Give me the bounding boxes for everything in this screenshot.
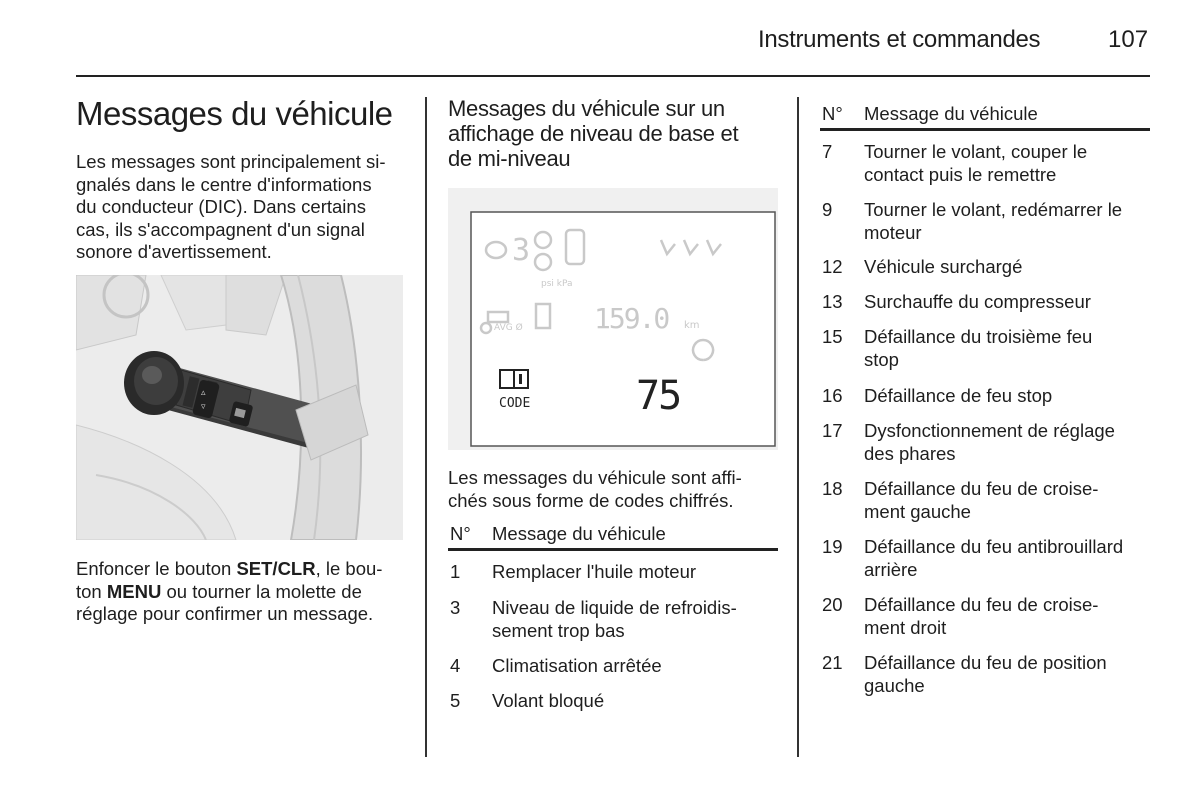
column-1: [76, 95, 406, 264]
page-header: [0, 26, 1200, 56]
dic-display-illustration: [448, 188, 778, 450]
svg-text:▿: ▿: [201, 402, 206, 412]
table-header-rule: [820, 128, 1150, 131]
confirm-line: réglage pour confirmer un message.: [76, 603, 374, 624]
code-label: CODE: [499, 396, 531, 411]
table-header-message: Message du véhicule: [864, 103, 1038, 124]
column-divider-left: [425, 97, 427, 757]
confirm-line: Enfoncer le bouton SET/CLR, le bou-: [76, 558, 383, 579]
column-divider-right: [797, 97, 799, 757]
confirm-paragraph: [76, 558, 406, 626]
table-header-number: N°: [822, 103, 843, 124]
distance-readout: 159.0: [594, 302, 669, 335]
table-header-message: Message du véhicule: [492, 523, 666, 544]
section-title: Instruments et commandes: [758, 26, 1041, 53]
confirm-line: ton MENU ou tourner la molette de: [76, 580, 362, 602]
header-rule: [76, 75, 1150, 77]
pressure-unit: psi kPa: [541, 279, 573, 289]
intro-line: cas, ils s'accompagnent d'un signal: [76, 218, 365, 240]
codes-paragraph: Les messages du véhicule sont affi- chés sous forme de codes chiffrés.: [448, 467, 742, 511]
avg-label: AVG Ø: [494, 323, 523, 333]
table-header-number: N°: [450, 523, 471, 544]
column-2: [448, 96, 778, 171]
steering-stalk-illustration: [76, 275, 403, 540]
menu-label: MENU: [106, 580, 162, 602]
gear-digit: 3: [512, 233, 531, 268]
intro-line: du conducteur (DIC). Dans certains: [76, 196, 366, 217]
section-heading: Messages du véhicule: [76, 95, 393, 132]
distance-unit: km: [684, 320, 700, 331]
code-value: 75: [636, 373, 681, 419]
intro-line: gnalés dans le centre d'informations: [76, 173, 372, 195]
intro-paragraph: [76, 151, 406, 264]
set-clr-label: SET/CLR: [236, 558, 316, 579]
page-number: 107: [1108, 26, 1149, 53]
intro-line: Les messages sont principalement si-: [76, 151, 386, 172]
subsection-heading: Messages du véhicule sur un affichage de niveau de base et de mi-niveau: [448, 96, 739, 171]
intro-line: sonore d'avertissement.: [76, 241, 272, 262]
svg-text:▵: ▵: [201, 388, 206, 398]
table-header-rule: [448, 548, 778, 551]
